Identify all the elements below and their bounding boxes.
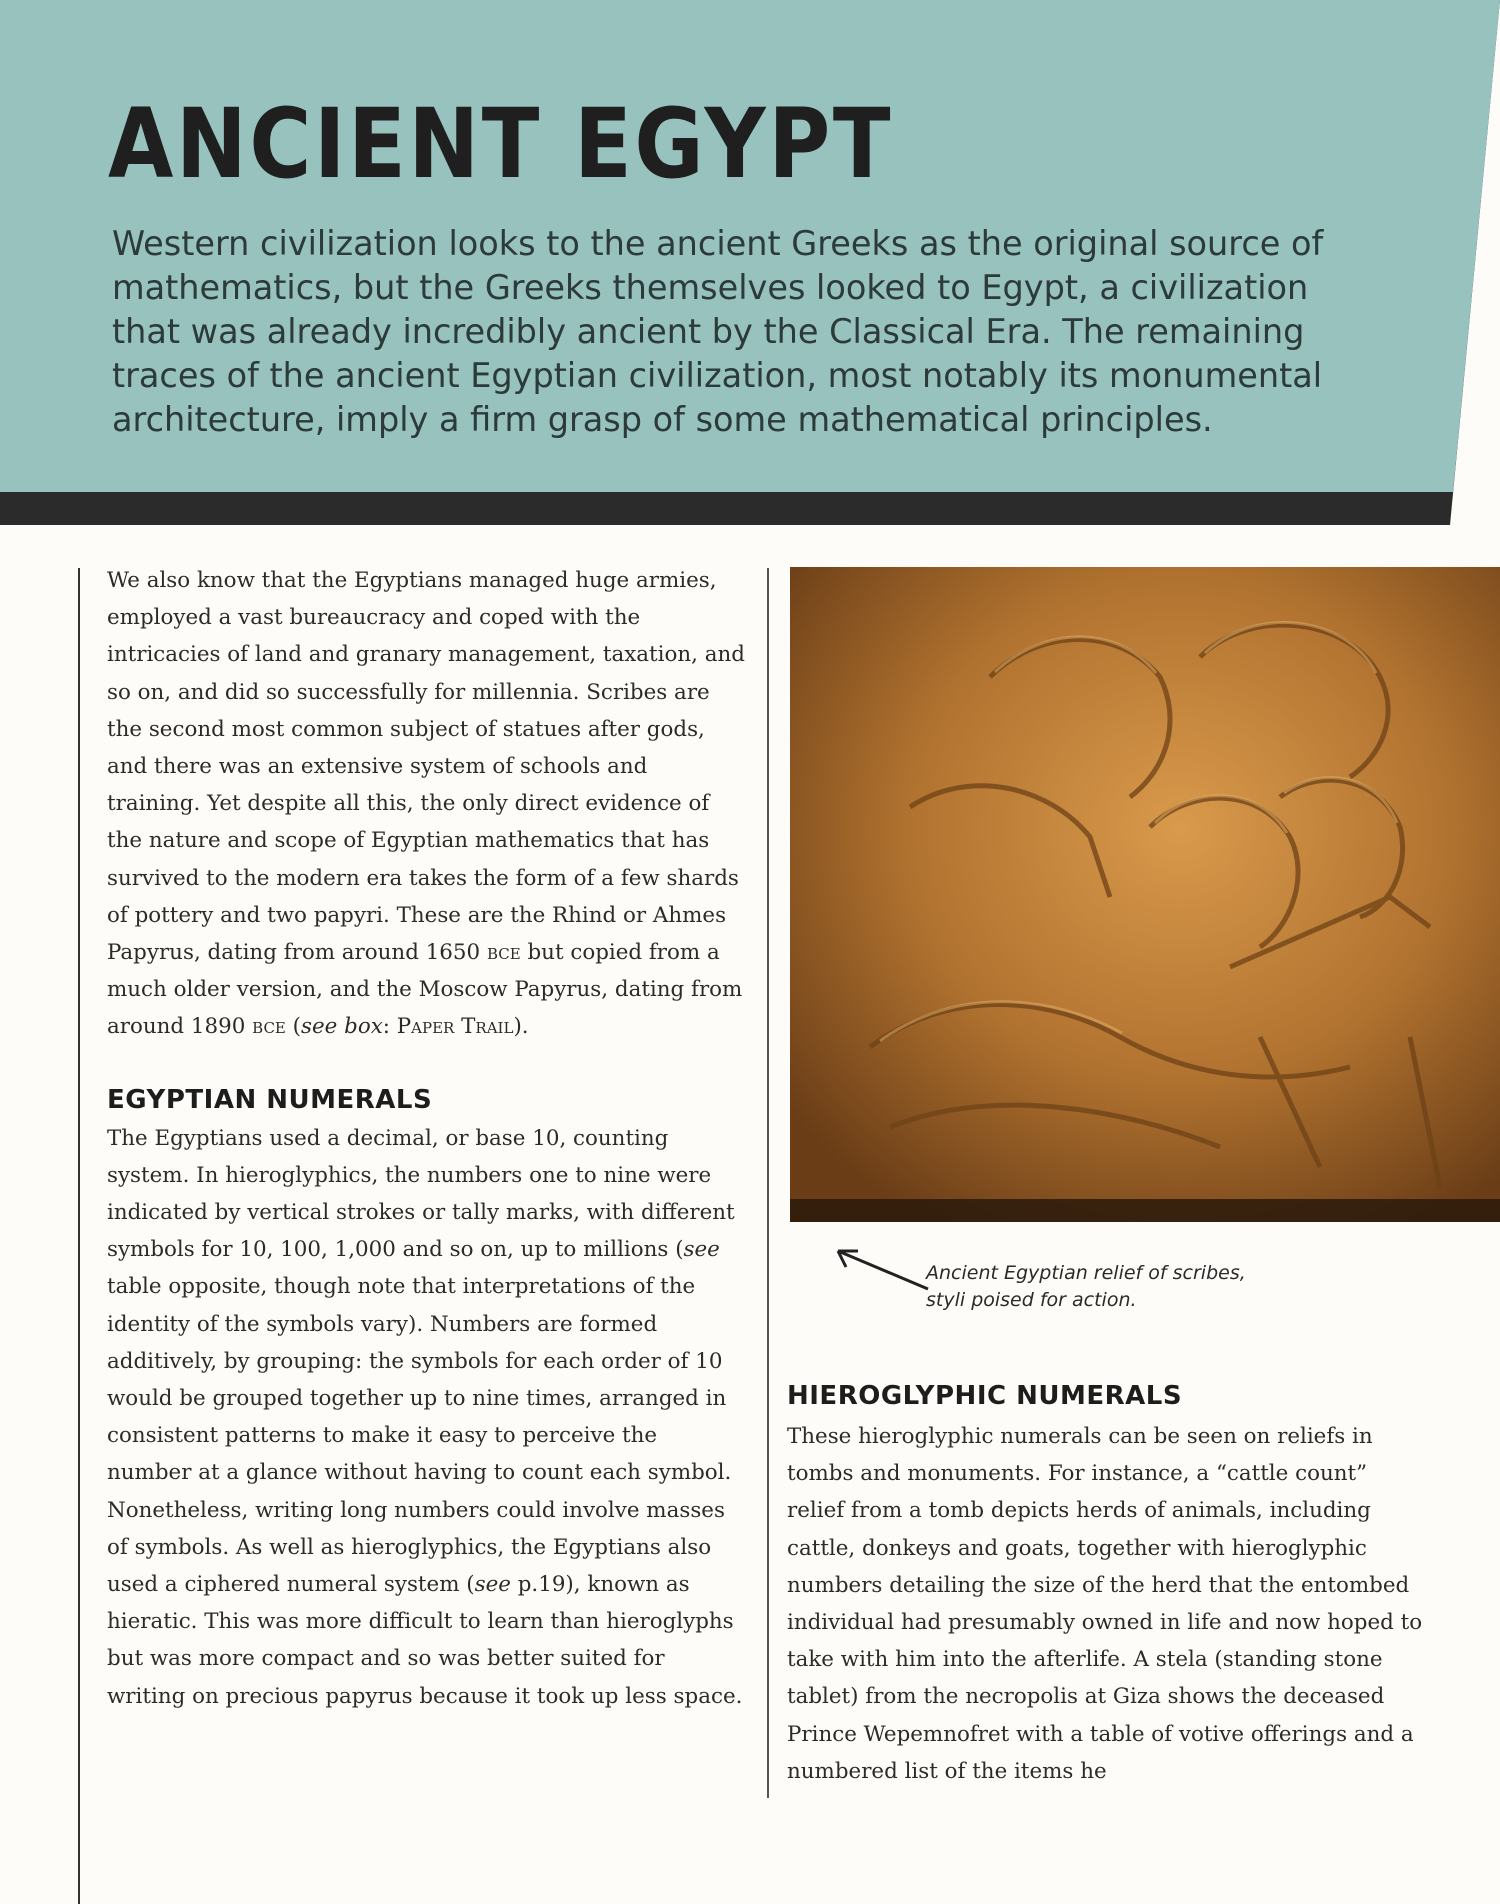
bce-label: bce — [486, 940, 521, 966]
column-divider-rule — [767, 568, 769, 1798]
hieroglyphic-numerals-heading: HIEROGLYPHIC NUMERALS — [787, 1381, 1183, 1411]
bce-label: bce — [252, 1014, 286, 1040]
caption-arrow-icon — [828, 1245, 938, 1295]
page-title: ANCIENT EGYPT — [108, 88, 894, 200]
right-column — [787, 1380, 1423, 1790]
paper-trail-ref: Paper Trail — [396, 1014, 514, 1040]
left-column — [107, 562, 745, 1715]
intro-body-paragraph: We also know that the Egyptians managed huge armies, employed a vast bureaucracy and coped with the intricacies of land and granary management, taxation, and so on, and did so successfully for millennia. Scribes are the second most common subject of statues after gods, and there was an extensive system of schools and training. Yet despite all this, the only direct evidence of the nature and scope of Egyptian mathematics that has survived to the modern era takes the form of a few shards of pottery and two papyri. These are the Rhind or Ahmes Papyrus, dating from around 1650 bce but copied from a much older version, and the Moscow Papyrus, dating from around 1890 bce (see box: Paper Trail). — [107, 568, 745, 1040]
see-ref: see — [474, 1572, 511, 1598]
hieroglyphic-numerals-paragraph: These hieroglyphic numerals can be seen on reliefs in tombs and monuments. For instance, a “cattle count” relief from a tomb depicts herds of animals, including cattle, donkeys and goats, together with hieroglyphic numbers detailing the size of the herd that the entombed individual had presumably owned in life and now hoped to take with him into the afterlife. A stela (standing stone tablet) from the necropolis at Giza shows the deceased Prince Wepemnofret with a table of votive offerings and a numbered list of the items he — [787, 1424, 1423, 1784]
see-box-ref: see box — [301, 1014, 383, 1040]
egyptian-numerals-paragraph: The Egyptians used a decimal, or base 10, counting system. In hieroglyphics, the numbers one to nine were indicated by vertical strokes or tally marks, with different symbols for 10, 100, 1,000 and so on, up to millions (see table opposite, though note that interpretations of the identity of the symbols vary). Numbers are formed additively, by grouping: the symbols for each order of 10 would be grouped together up to nine times, arranged in consistent patterns to make it easy to perceive the number at a glance without having to count each symbol. Nonetheless, writing long numbers could involve masses of symbols. As well as hieroglyphics, the Egyptians also used a ciphered numeral system (see p.19), known as hieratic. This was more difficult to learn than hieroglyphs but was more compact and so was better suited for writing on precious papyrus because it took up less space. — [107, 1125, 743, 1709]
scribes-relief-image — [790, 567, 1500, 1222]
see-ref: see — [683, 1237, 720, 1263]
intro-paragraph: Western civilization looks to the ancient Greeks as the original source of mathematics, but the Greeks themselves looked to Egypt, a civilization that was already incredibly ancient by the Classical Era. The remaining traces of the ancient Egyptian civilization, most notably its monumental architecture, imply a firm grasp of some mathematical principles. — [112, 224, 1324, 439]
egyptian-numerals-heading: EGYPTIAN NUMERALS — [107, 1084, 433, 1115]
left-margin-rule — [78, 568, 80, 1904]
figure-caption: Ancient Egyptian relief of scribes, styli poised for action. — [926, 1262, 1246, 1311]
